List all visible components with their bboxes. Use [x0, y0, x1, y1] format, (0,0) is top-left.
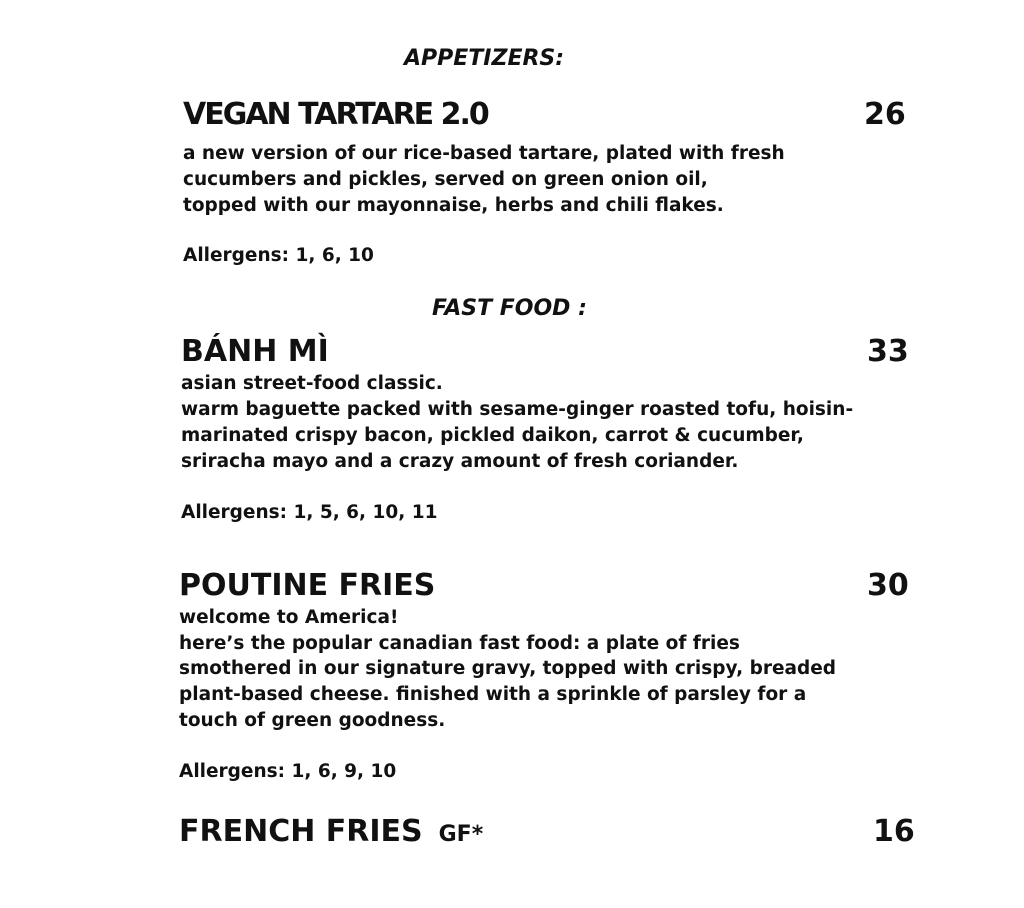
item-title-banh-mi: BÁNH MÌ: [181, 334, 329, 369]
item-price-banh-mi: 33: [867, 334, 909, 369]
item-description-line: warm baguette packed with sesame-ginger roasted tofu, hoisin-: [181, 399, 854, 420]
item-description-line: touch of green goodness.: [179, 710, 446, 731]
item-price-vegan-tartare: 26: [864, 97, 906, 132]
item-description-line: welcome to America!: [179, 607, 399, 628]
item-description-line: a new version of our rice-based tartare, plated with fresh: [183, 143, 785, 164]
section-heading-appetizers: APPETIZERS:: [404, 46, 565, 71]
item-description-line: topped with our mayonnaise, herbs and chili flakes.: [183, 195, 724, 216]
item-description-line: marinated crispy bacon, pickled daikon, carrot & cucumber,: [181, 425, 804, 446]
item-description-line: cucumbers and pickles, served on green onion oil,: [183, 169, 708, 190]
section-heading-fast-food: FAST FOOD :: [432, 296, 587, 321]
item-title-poutine-fries: POUTINE FRIES: [179, 568, 436, 603]
item-description-line: smothered in our signature gravy, topped with crispy, breaded: [179, 658, 837, 679]
item-price-poutine-fries: 30: [867, 568, 909, 603]
item-description-line: sriracha mayo and a crazy amount of fresh coriander.: [181, 451, 739, 472]
item-allergens: Allergens: 1, 6, 10: [183, 245, 374, 266]
item-allergens: Allergens: 1, 5, 6, 10, 11: [181, 502, 438, 523]
item-description-line: here’s the popular canadian fast food: a plate of fries: [179, 633, 740, 654]
gluten-free-tag: GF*: [438, 822, 484, 847]
item-description-line: plant-based cheese. finished with a sprinkle of parsley for a: [179, 684, 807, 705]
item-allergens: Allergens: 1, 6, 9, 10: [179, 761, 397, 782]
item-description-line: asian street-food classic.: [181, 373, 443, 394]
item-title-vegan-tartare: VEGAN TARTARE 2.0: [183, 97, 488, 132]
item-name-french-fries: FRENCH FRIES: [179, 814, 423, 849]
item-price-french-fries: 16: [873, 814, 915, 849]
item-title-french-fries: [179, 814, 484, 849]
